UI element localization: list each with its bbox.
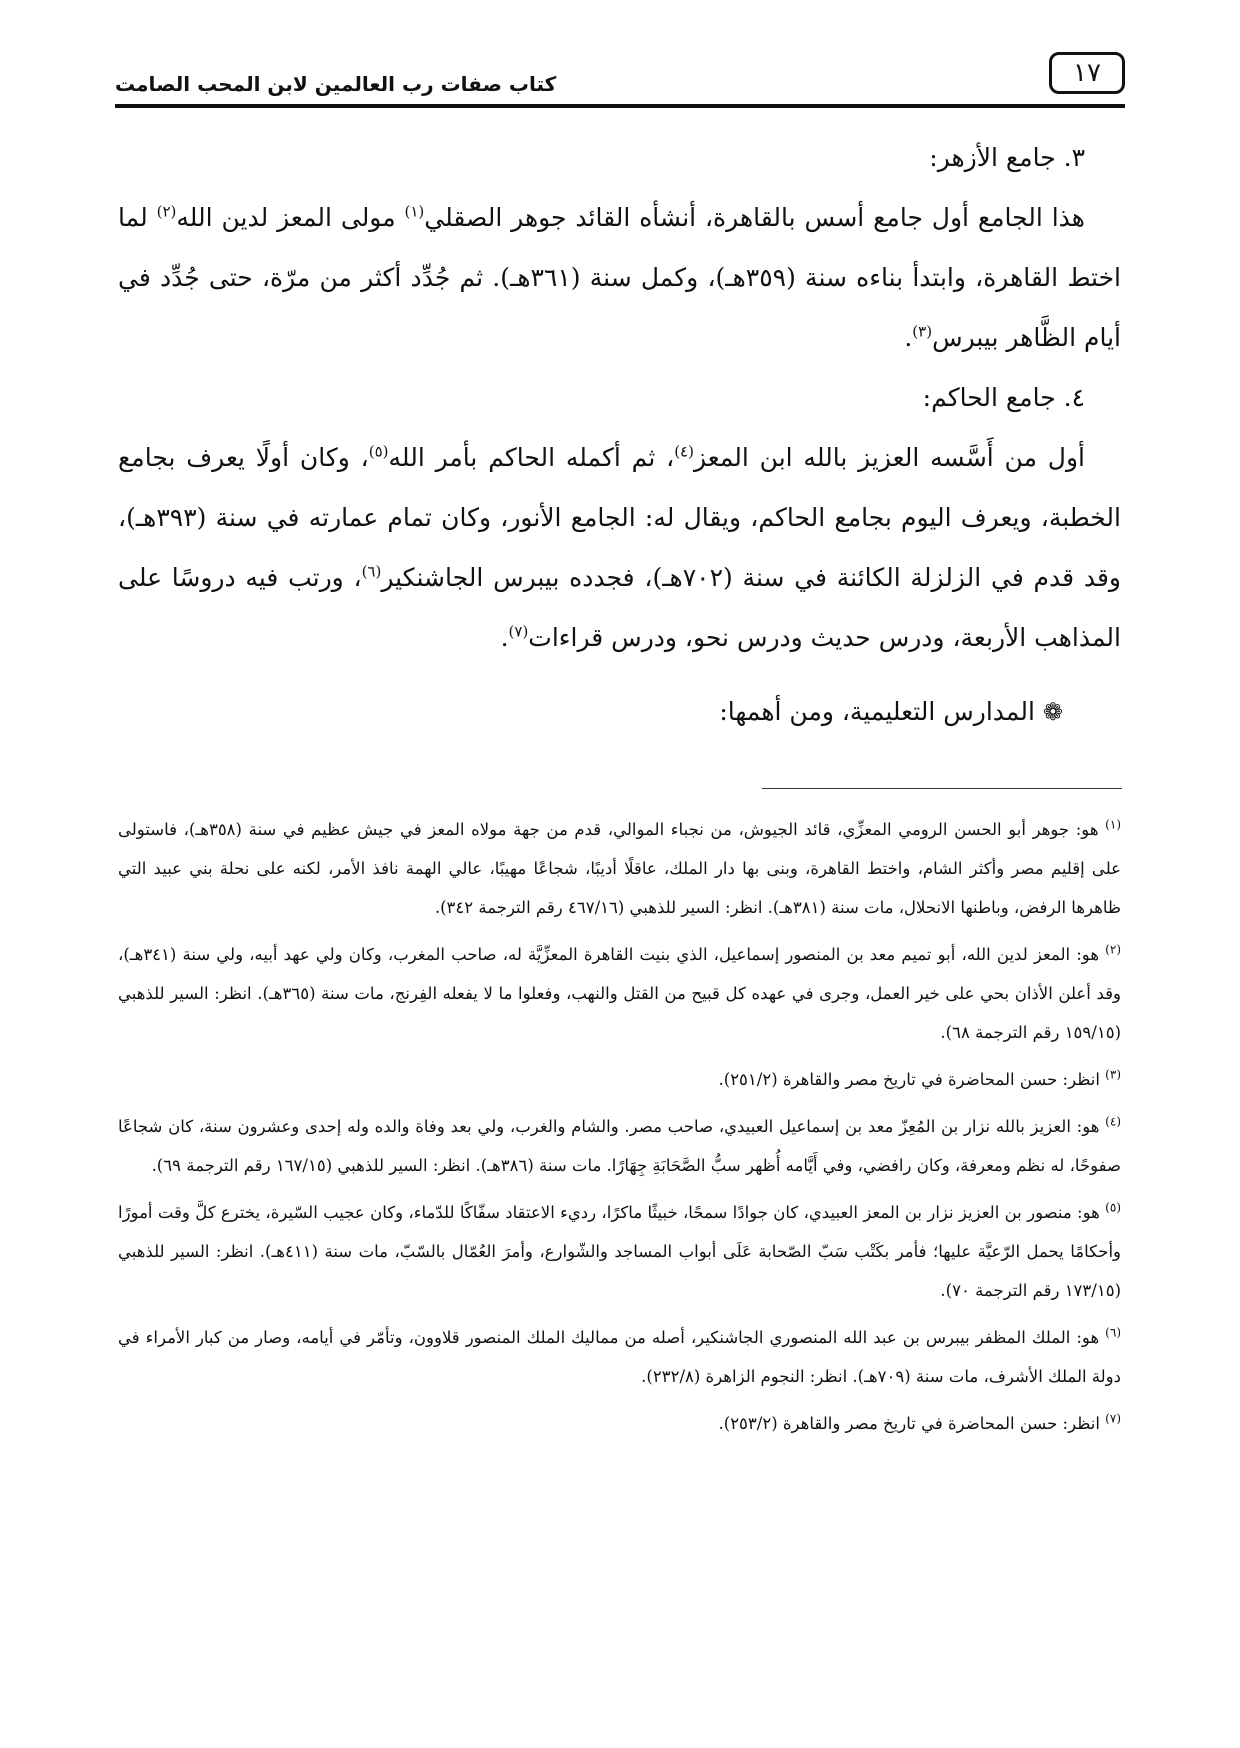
footnote-mark: (٢) (1105, 942, 1121, 957)
footnote-2 (118, 935, 1121, 1052)
heading-azhar: ٣. جامع الأزهر: (929, 143, 1085, 172)
footnote-mark: (٤) (1105, 1114, 1121, 1129)
footnote-text: هو: منصور بن العزيز نزار بن المعز العبيدي، كان جوادًا سمحًا، خبيثًا ماكرًا، رديء الاعتقاد سفّاكًا للدّماء، وكان عجيب السّيرة، يخترع كلَّ وقت أمورًا وأحكامًا يحمل الرّعيَّة عليها؛ فأمر بكَتْب سَبّ الصّحابة عَلَى أبواب المساجد والشّوارع، وأمرَ العُمّال بالسّبّ، مات سنة (٤١١هـ). انظر: السير للذهبي (١٧٣/١٥ رقم الترجمة ٧٠). (118, 1203, 1121, 1300)
footnote-1 (118, 810, 1121, 927)
footnote-ref-7: (٧) (508, 622, 529, 641)
text-segment: لما اختط القاهرة، وابتدأ بناءه سنة (٣٥٩هـ)، وكمل سنة (٣٦١هـ). ثم جُدِّد أكثر من مرّة، حتى جُدِّد في أيام الظَّاهر بيبرس (118, 203, 1121, 352)
flower-ornament-icon: ❁ (1042, 698, 1063, 726)
text-segment: ، ورتب فيه دروسًا على المذاهب الأربعة، ودرس حديث ودرس نحو، ودرس قراءات (118, 563, 1121, 652)
footnote-ref-2: (٢) (156, 202, 177, 221)
text-segment: أول من أَسَّسه العزيز بالله ابن المعز (693, 443, 1085, 472)
footnote-7 (118, 1404, 1121, 1443)
book-title: كتاب صفات رب العالمين لابن المحب الصامت (115, 72, 557, 96)
page-number: ١٧ (1049, 52, 1125, 94)
footnote-text: انظر: حسن المحاضرة في تاريخ مصر والقاهرة (٢٥١/٢). (718, 1070, 1106, 1089)
paragraph-azhar (118, 188, 1121, 368)
heading-schools (118, 682, 1121, 742)
paragraph-hakim (118, 428, 1121, 668)
footnote-mark: (٦) (1105, 1325, 1121, 1340)
footnote-5 (118, 1193, 1121, 1310)
footnote-mark: (٣) (1105, 1067, 1121, 1082)
text-segment: مولى المعز لدين الله (176, 203, 405, 232)
footnote-separator (762, 788, 1122, 789)
text-segment: المدارس التعليمية، ومن أهمها: (719, 697, 1043, 726)
main-text (118, 128, 1121, 742)
footnote-ref-5: (٥) (368, 442, 389, 461)
footnote-text: هو: جوهر أبو الحسن الرومي المعزِّي، قائد الجيوش، من نجباء الموالي، قدم من جهة مولاه المعز في جيش عظيم في سنة (٣٥٨هـ)، فاستولى على إقليم مصر وأكثر الشام، واختط القاهرة، وبنى بها دار الملك، عاقلًا أديبًا، شجاعًا مهيبًا، عالي الهمة نافذ الأمر، لكنه على نحلة بني عبيد التي ظاهرها الرفض، وباطنها الانحلال، مات سنة (٣٨١هـ). انظر: السير للذهبي (٤٦٧/١٦ رقم الترجمة ٣٤٢). (118, 820, 1121, 917)
text-segment: ، وكان أولًا يعرف بجامع الخطبة، ويعرف اليوم بجامع الحاكم، ويقال له: الجامع الأنور، وكان تمام عمارته في سنة (٣٩٣هـ)، وقد قدم في الزلزلة الكائنة في سنة (٧٠٢هـ)، فجدده بيبرس الجاشنكير (118, 443, 1121, 592)
footnote-3 (118, 1060, 1121, 1099)
footnote-ref-6: (٦) (361, 562, 382, 581)
text-segment: ، ثم أكمله الحاكم بأمر الله (388, 443, 675, 472)
footnote-text: هو: الملك المظفر بيبرس بن عبد الله المنصوري الجاشنكير، أصله من مماليك الملك المنصور قلاوون، وتأمّر في أيامه، وصار من كبار الأمراء في دولة الملك الأشرف، مات سنة (٧٠٩هـ). انظر: النجوم الزاهرة (٢٣٢/٨). (118, 1328, 1121, 1386)
footnote-mark: (١) (1105, 817, 1121, 832)
heading-hakim: ٤. جامع الحاكم: (922, 383, 1085, 412)
footnote-text: انظر: حسن المحاضرة في تاريخ مصر والقاهرة (٢٥٣/٢). (718, 1414, 1106, 1433)
footnote-ref-1: (١) (404, 202, 425, 221)
text-segment: هذا الجامع أول جامع أسس بالقاهرة، أنشأه القائد جوهر الصقلي (424, 203, 1085, 232)
footnote-mark: (٥) (1105, 1200, 1121, 1215)
footnote-text: هو: المعز لدين الله، أبو تميم معد بن المنصور إسماعيل، الذي بنيت القاهرة المعزِّيَّة له، صاحب المغرب، وكان ولي عهد أبيه، ولي سنة (٣٤١هـ)، وقد أعلن الأذان بحي على خير العمل، وجرى في عهده كل قبيح من القتل والنهب، وفعلوا ما لا يفعله الفِرنج، مات سنة (٣٦٥هـ). انظر: السير للذهبي (١٥٩/١٥ رقم الترجمة ٦٨). (118, 945, 1121, 1042)
footnote-6 (118, 1318, 1121, 1396)
text-segment: . (500, 623, 509, 652)
page-header (115, 52, 1125, 108)
footnotes (118, 810, 1121, 1451)
footnote-ref-3: (٣) (912, 322, 933, 341)
text-segment: . (904, 323, 913, 352)
footnote-mark: (٧) (1105, 1411, 1121, 1426)
footnote-text: هو: العزيز بالله نزار بن المُعِزّ معد بن إسماعيل العبيدي، صاحب مصر. والشام والغرب، ولي بعد وفاة والده وله إحدى وعشرون سنة، كان شجاعًا صفوحًا، له نظم ومعرفة، وكان رافضي، وفي أَيَّامه أُظهر سبُّ الصَّحَابَةِ جِهَارًا. مات سنة (٣٨٦هـ). انظر: السير للذهبي (١٦٧/١٥ رقم الترجمة ٦٩). (118, 1117, 1121, 1175)
footnote-4 (118, 1107, 1121, 1185)
header-rule (115, 104, 1125, 108)
footnote-ref-4: (٤) (674, 442, 694, 461)
